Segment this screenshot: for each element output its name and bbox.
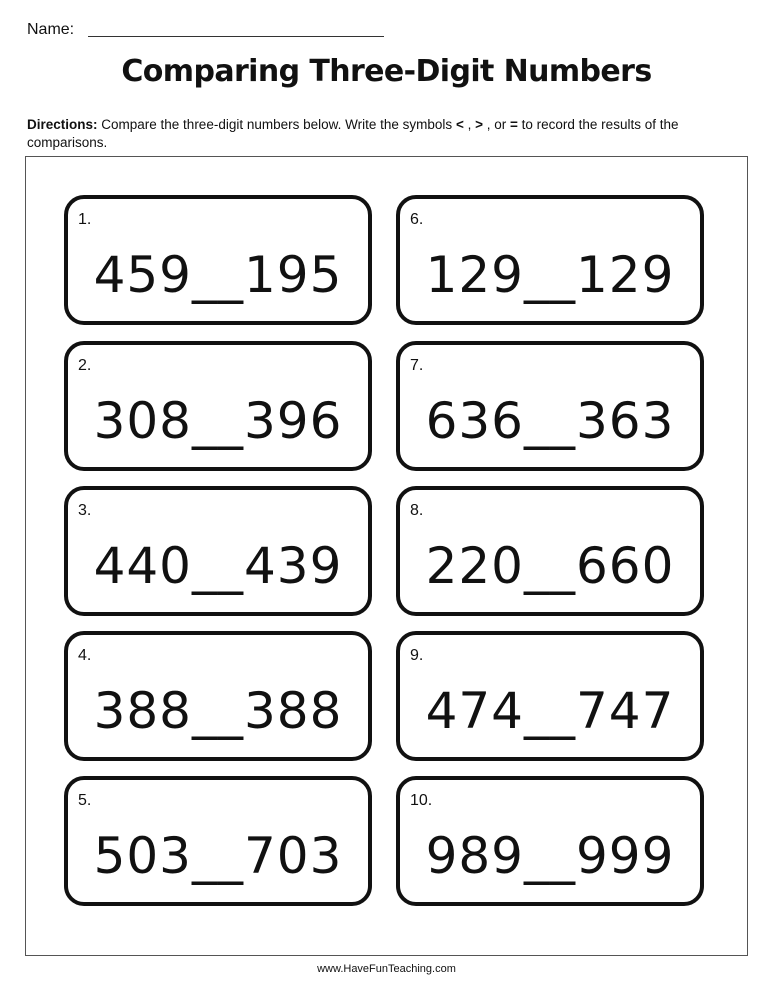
less-than-symbol: < [455, 117, 464, 132]
problem-number: 5. [78, 792, 92, 809]
name-label: Name: [27, 21, 75, 38]
directions-text-after: to record the results of the comparisons. [27, 117, 679, 150]
problem-number: 4. [78, 647, 92, 664]
equal-symbol: = [510, 117, 518, 132]
problem-expression: 636__363 [425, 392, 675, 450]
directions-sep-1: , [463, 117, 476, 132]
problem-card[interactable] [396, 195, 704, 325]
problem-number: 1. [78, 211, 92, 228]
problem-number: 9. [410, 647, 424, 664]
problem-number: 8. [410, 502, 424, 519]
directions-label: Directions: [27, 117, 98, 132]
greater-than-symbol: > [475, 117, 483, 132]
directions-sep-2: , or [482, 117, 510, 132]
problem-expression: 308__396 [93, 392, 343, 450]
problem-number: 10. [410, 792, 433, 809]
problem-expression: 440__439 [93, 537, 343, 595]
problem-card[interactable] [396, 486, 704, 616]
worksheet-frame [25, 156, 748, 956]
problem-number: 6. [410, 211, 424, 228]
problem-card[interactable] [396, 631, 704, 761]
problem-expression: 459__195 [93, 246, 343, 304]
problem-card[interactable] [64, 776, 372, 906]
page-title: Comparing Three-Digit Numbers [121, 54, 652, 89]
problem-card[interactable] [64, 486, 372, 616]
problem-expression: 503__703 [93, 827, 343, 885]
problem-card[interactable] [64, 631, 372, 761]
problem-card[interactable] [64, 195, 372, 325]
problem-card[interactable] [396, 776, 704, 906]
problem-number: 2. [78, 357, 92, 374]
problem-number: 3. [78, 502, 92, 519]
problem-expression: 129__129 [425, 246, 675, 304]
problem-expression: 220__660 [425, 537, 675, 595]
problem-card[interactable] [64, 341, 372, 471]
problem-number: 7. [410, 357, 424, 374]
problem-expression: 989__999 [425, 827, 675, 885]
footer-site: www.HaveFunTeaching.com [317, 963, 456, 975]
name-line[interactable] [88, 36, 384, 37]
directions-text-before: Compare the three-digit numbers below. Write the symbols [97, 117, 456, 132]
problem-expression: 388__388 [93, 682, 343, 740]
problem-expression: 474__747 [425, 682, 675, 740]
name-row [27, 20, 384, 40]
problem-card[interactable] [396, 341, 704, 471]
directions [27, 116, 742, 152]
